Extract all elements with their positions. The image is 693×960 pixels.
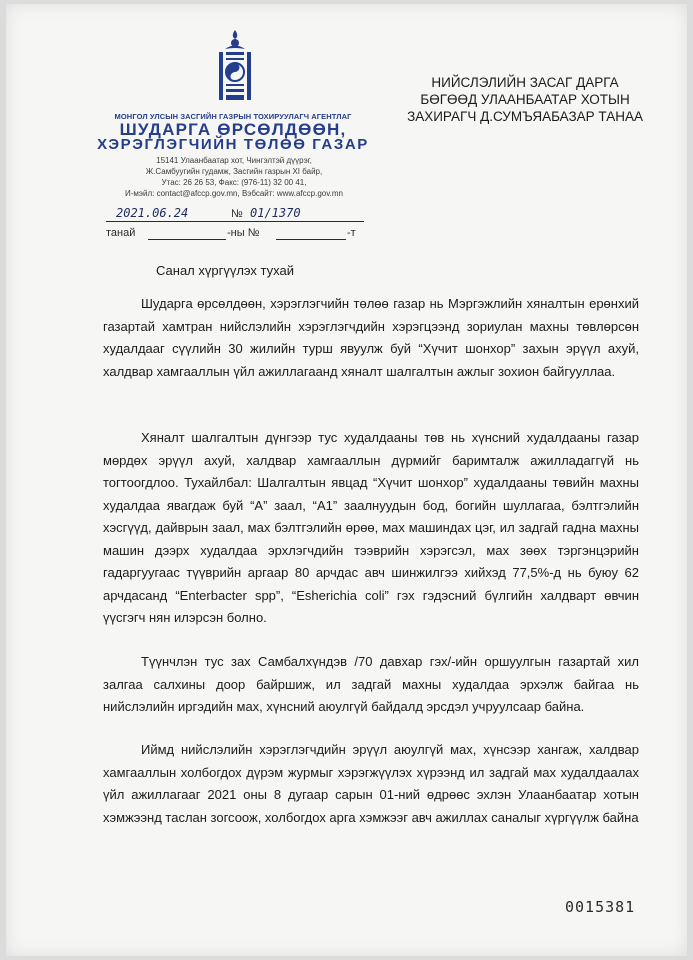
reference-ny-label: -ны № (227, 227, 260, 239)
addressee-block (407, 74, 643, 125)
state-emblem-icon (208, 28, 262, 104)
agency-contact-line: И-мэйл: contact@afccp.gov.mn, Вэбсайт: www.afccp.gov.mn (125, 189, 343, 198)
letter-number: 01/1370 (250, 206, 301, 220)
body-paragraph-1: Шударга өрсөлдөөн, хэрэглэгчийн төлөө газар нь Мэргэжлийн хяналтын ерөнхий газартай хамтран нийслэлийн хэрэглэгчдийн хэрэгцээнд зориулан махны төвлөрсөн худалдааг сүүлийн 30 жилийн турш явуулж буй “Хүчит шонхор” захын эрүүл ахуй, халдвар хамгааллын үйл ажиллагаанд хяналт шалгалтын ажлыг зохион байгууллаа. (103, 296, 639, 379)
agency-subtitle: МОНГОЛ УЛСЫН ЗАСГИЙН ГАЗРЫН ТОХИРУУЛАГЧ АГЕНТЛАГ (114, 112, 352, 121)
agency-address-line: Ж.Самбуугийн гудамж, Засгийн газрын XI байр, (145, 167, 323, 176)
date-number-underline (106, 221, 364, 222)
agency-name-line2: ХЭРЭГЛЭГЧИЙН ТӨЛӨӨ ГАЗАР (97, 136, 369, 153)
body-paragraph-4: Иймд нийслэлийн хэрэглэгчдийн эрүүл аюулгүй мах, хүнсээр хангаж, халдвар хамгааллын холбогдох дүрэм журмыг хэрэгжүүлэх хүрээнд ил задгай мах худалдаалах үйл ажиллагааг 2021 оны 8 дугаар сарын 01-ний өдрөөс эхлэн Улаанбаатар хотын хэмжээнд таслан зогсоож, холбогдох арга хэмжээг авч ажиллах саналыг хүргүүлж байна (103, 742, 639, 825)
reference-tanai-label: танай (106, 227, 136, 239)
addressee-line: БӨГӨӨД УЛААНБААТАР ХОТЫН (420, 92, 630, 107)
agency-phone-line: Утас: 26 26 53, Факс: (976-11) 32 00 41, (161, 178, 307, 187)
letter-date: 2021.06.24 (116, 206, 189, 220)
reference-number-blank (276, 227, 346, 240)
addressee-line: ЗАХИРАГЧ Д.СУМЪЯАБАЗАР ТАНАА (407, 109, 643, 124)
addressee-line: НИЙСЛЭЛИЙН ЗАСАГ ДАРГА (431, 75, 619, 90)
body-paragraph-3: Түүнчлэн тус зах Самбалхүндэв /70 давхар гэх/-ийн оршуулгын газартай хил залгаа салхины доор байршиж, ил задгай махны худалдаа эрхэлж байгаа нь нийслэлийн иргэдийн мах, хүнсний аюулгүй байдалд эрсдэл учруулсаар байна. (103, 654, 639, 714)
agency-name-line1: ШУДАРГА ӨРСӨЛДӨӨН, (119, 120, 347, 139)
letter-subject: Санал хүргүүлэх тухай (156, 263, 294, 278)
reference-date-blank (148, 227, 226, 240)
document-serial-number: 0015381 (565, 898, 636, 916)
letter-number-label: № (231, 208, 243, 220)
body-paragraph-2: Хяналт шалгалтын дүнгээр тус худалдааны төв нь хүнсний худалдааны газар мөрдөх эрүүл ахуй, халдвар хамгааллын дүрмийг баримталж ажилладаггүй нь тогтоогдлоо. Тухайлбал: Шалгалтын явцад “Хүчит шонхор” худалдааны төвийн махны худалдаа явагдаж буй “А” заал, “А1” заалнуудын бод, богийн шуллагаа, бэлтгэлийн хэсгүүд, дайврын заал, мах бэлтгэлийн өрөө, мах машиндах цэг, ил задгай гадна махны машин дээрх худалдаа эрхлэгчдийн тээврийн хэрэгсэл, мах зөөх тэргэнцэрийн гадаргуугаас түүврийн аргаар 80 арчдас авч шинжилгээ хийхэд 77,5%-д нь буюу 62 арчдасанд “Enterbacter spp”, “Esherichia coli” гэх гэдэсний бүлгийн халдварт өвчин үүсгэгч нян илэрсэн болно. (103, 430, 639, 625)
agency-address-line: 15141 Улаанбаатар хот, Чингэлтэй дүүрэг, (156, 156, 312, 165)
reference-t-label: -т (347, 227, 356, 239)
